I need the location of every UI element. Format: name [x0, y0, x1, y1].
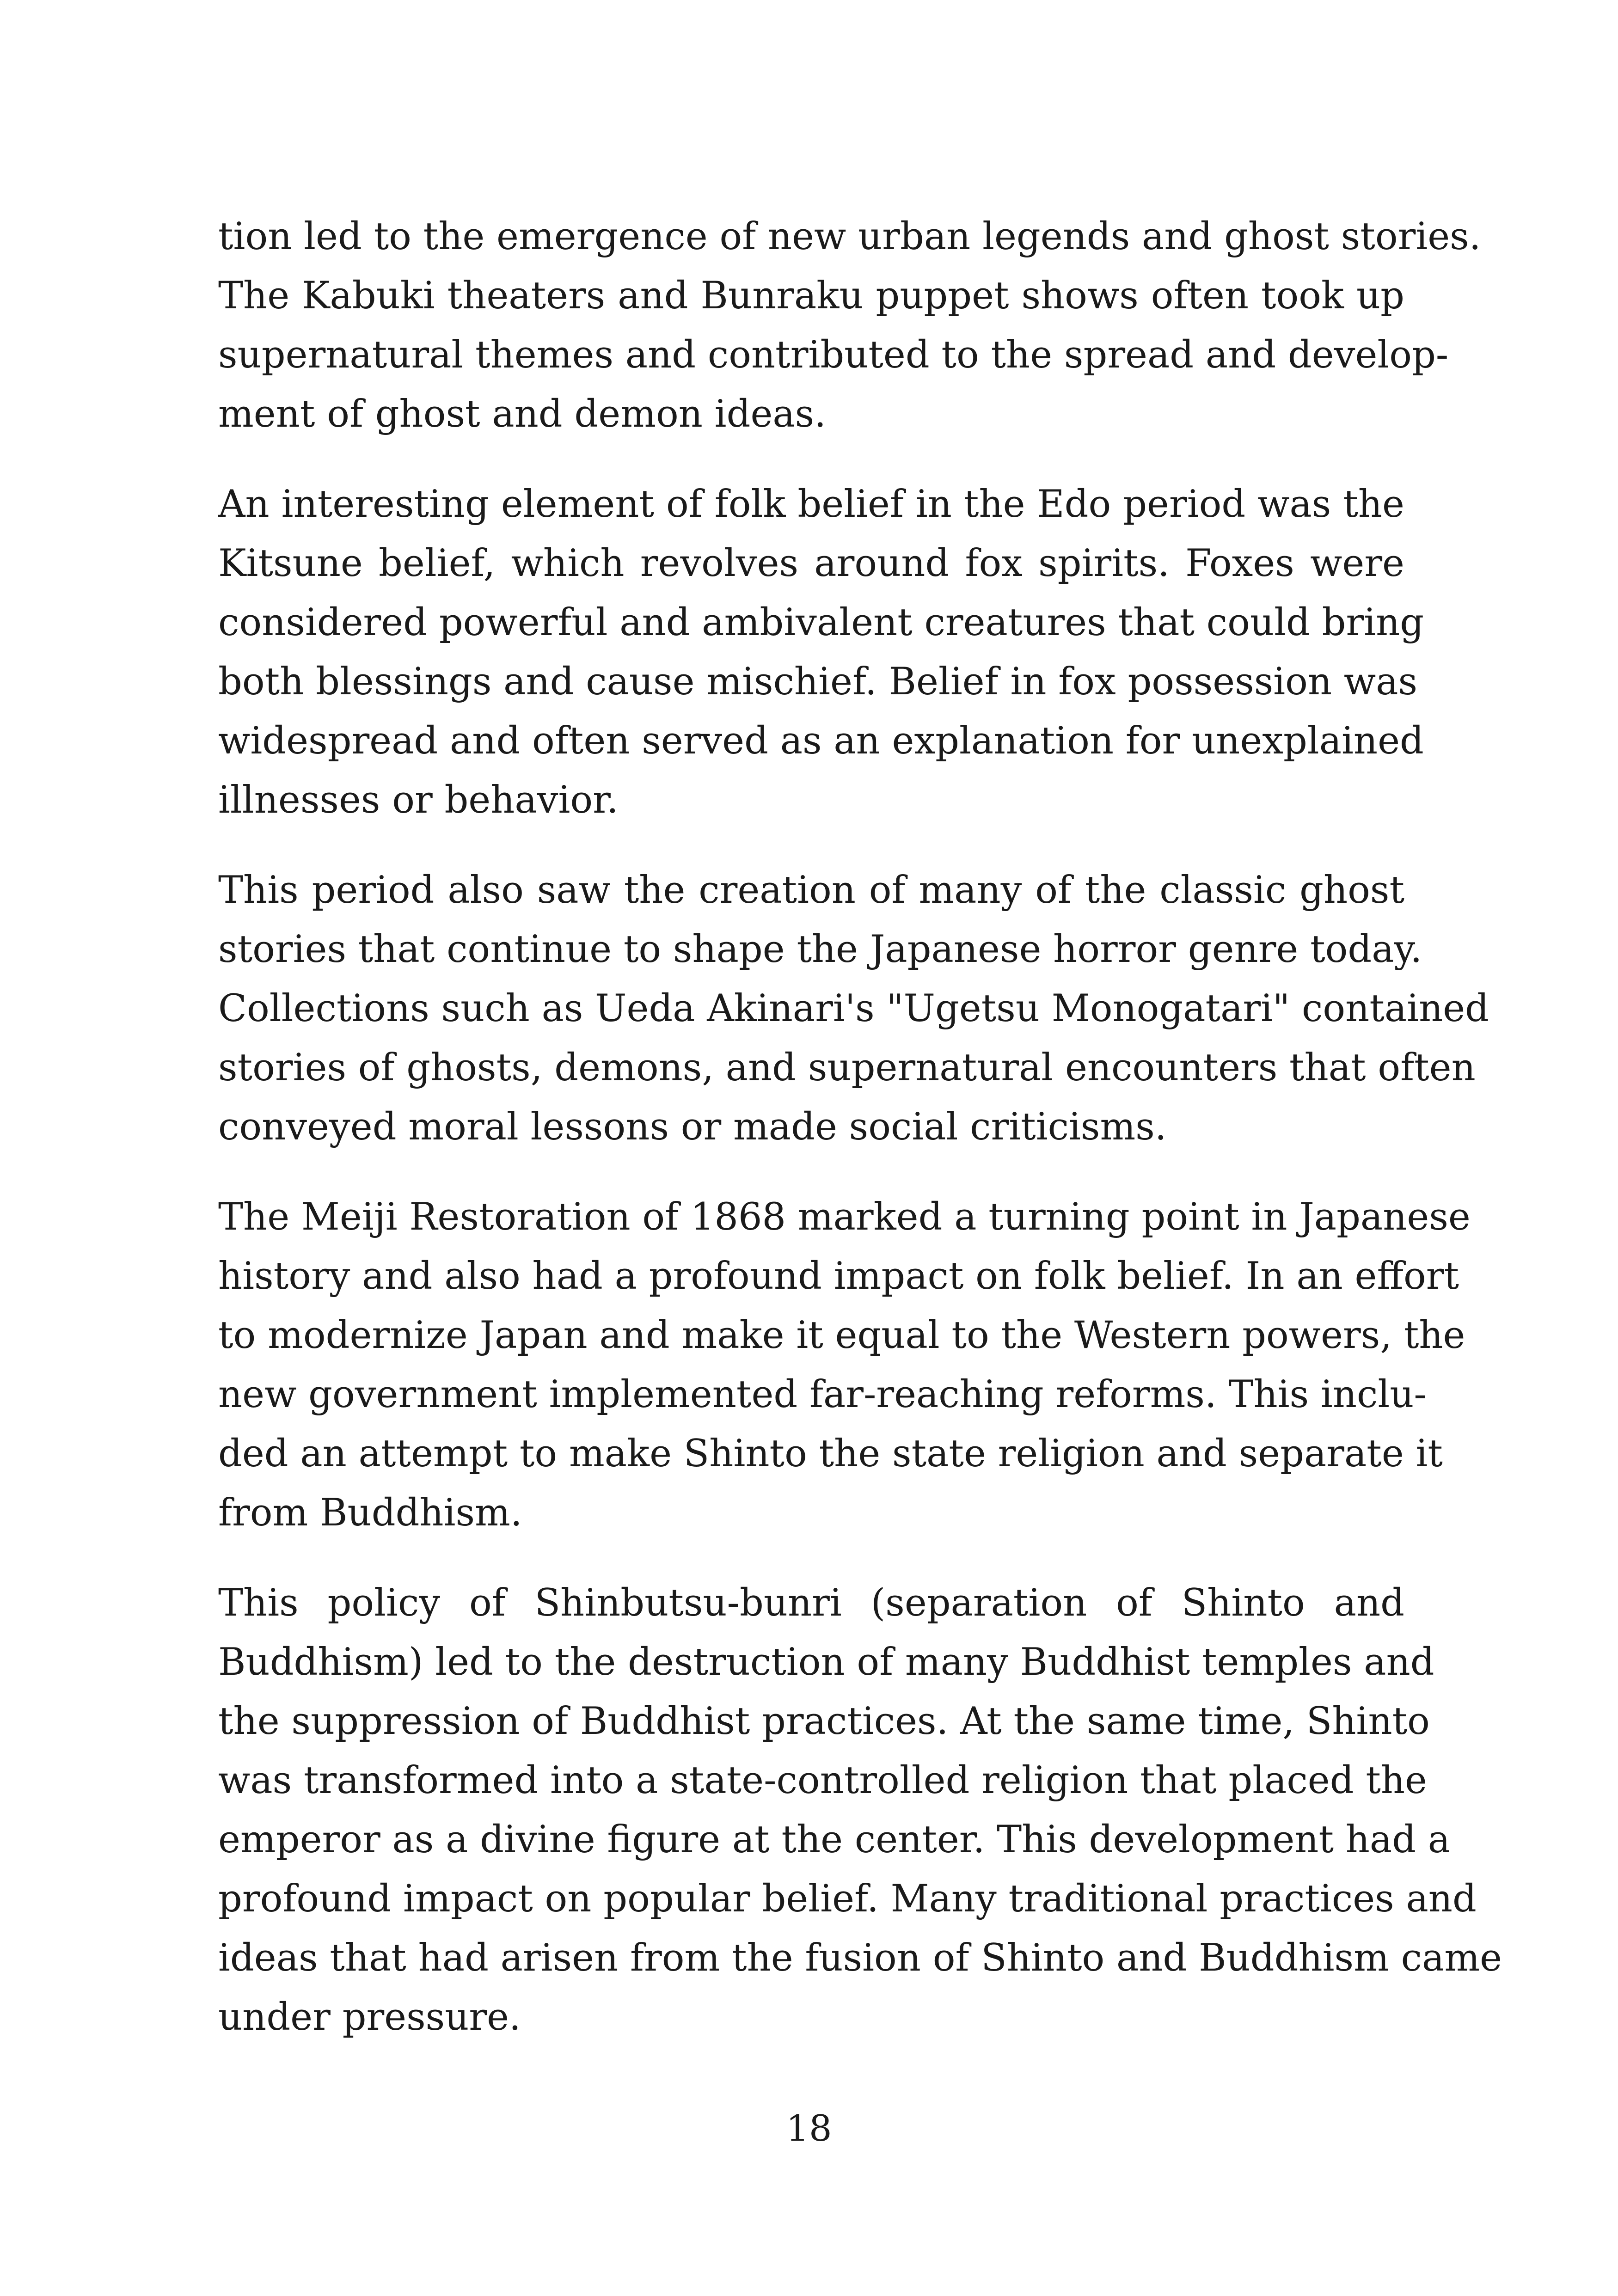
- paragraph-3: [218, 861, 1489, 1157]
- paragraph-5: [218, 1574, 1502, 2047]
- text-line: emperor as a divine figure at the center. This development had a: [218, 1818, 1451, 1861]
- text-line: stories that continue to shape the Japanese horror genre today.: [218, 928, 1422, 971]
- text-line: This policy of Shinbutsu-bunri (separation of Shinto and: [218, 1581, 1404, 1625]
- text-line: new government implemented far-reaching reforms. This inclu-: [218, 1373, 1427, 1416]
- text-line: widespread and often served as an explanation for unexplained: [218, 719, 1424, 763]
- text-line: conveyed moral lessons or made social criticisms.: [218, 1105, 1167, 1149]
- text-line: ded an attempt to make Shinto the state religion and separate it: [218, 1432, 1443, 1476]
- text-line: stories of ghosts, demons, and supernatural encounters that often: [218, 1046, 1476, 1090]
- text-line: supernatural themes and contributed to the spread and develop-: [218, 333, 1449, 377]
- paragraph-2: [218, 475, 1424, 830]
- text-line: both blessings and cause mischief. Belief in fox possession was: [218, 660, 1418, 704]
- text-line: ideas that had arisen from the fusion of Shinto and Buddhism came: [218, 1936, 1502, 1980]
- text-line: from Buddhism.: [218, 1491, 522, 1535]
- text-line: The Meiji Restoration of 1868 marked a turning point in Japanese: [218, 1195, 1471, 1239]
- text-line: to modernize Japan and make it equal to the Western powers, the: [218, 1314, 1465, 1357]
- text-line: Kitsune belief, which revolves around fox spirits. Foxes were: [218, 542, 1404, 585]
- text-line: Collections such as Ueda Akinari's "Ugetsu Monogatari" contained: [218, 987, 1489, 1030]
- text-line: This period also saw the creation of many of the classic ghost: [218, 869, 1404, 912]
- text-line: profound impact on popular belief. Many traditional practices and: [218, 1877, 1477, 1921]
- page-number: 18: [786, 2108, 832, 2149]
- text-line: was transformed into a state-controlled religion that placed the: [218, 1759, 1427, 1802]
- body-text: [218, 207, 1502, 2078]
- text-line: illnesses or behavior.: [218, 778, 619, 822]
- text-line: tion led to the emergence of new urban legends and ghost stories.: [218, 215, 1481, 258]
- text-line: ment of ghost and demon ideas.: [218, 392, 826, 436]
- paragraph-1: [218, 207, 1481, 444]
- text-line: The Kabuki theaters and Bunraku puppet shows often took up: [218, 274, 1404, 318]
- text-line: the suppression of Buddhist practices. At the same time, Shinto: [218, 1700, 1430, 1743]
- text-line: considered powerful and ambivalent creatures that could bring: [218, 601, 1424, 644]
- text-line: under pressure.: [218, 1996, 521, 2039]
- text-line: Buddhism) led to the destruction of many Buddhist temples and: [218, 1641, 1434, 1684]
- text-line: An interesting element of folk belief in the Edo period was the: [218, 483, 1404, 526]
- text-line: history and also had a profound impact on folk belief. In an effort: [218, 1255, 1459, 1298]
- paragraph-4: [218, 1188, 1471, 1543]
